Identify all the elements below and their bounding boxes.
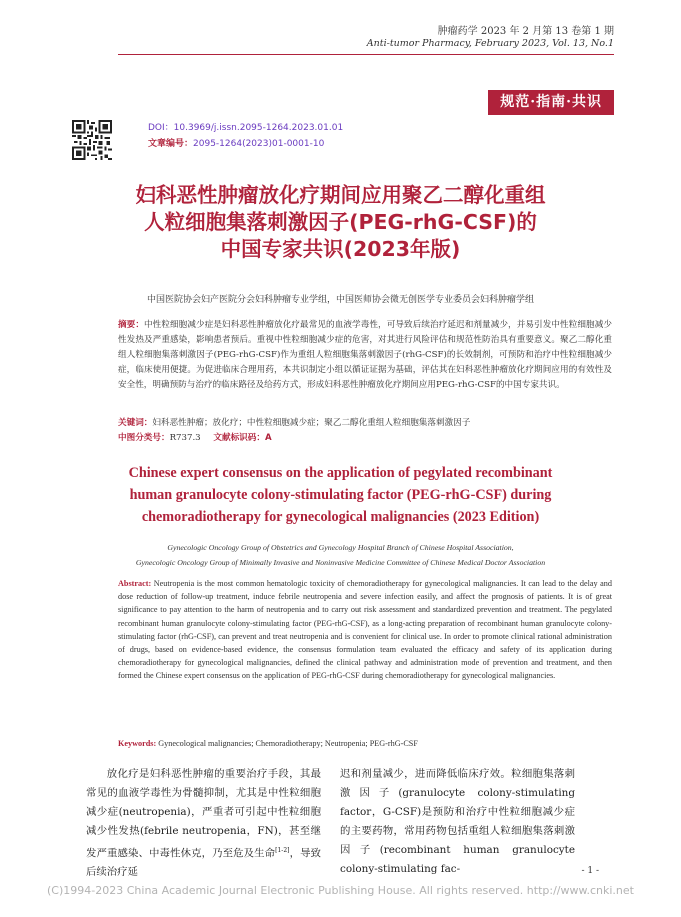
abstract-cn-label: 摘要：	[118, 320, 145, 330]
title-en	[82, 462, 599, 528]
title-cn-line1: 妇科恶性肿瘤放化疗期间应用聚乙二醇化重组	[135, 183, 546, 207]
authors-cn: 中国医院协会妇产医院分会妇科肿瘤专业学组，中国医师协会微无创医学专业委员会妇科肿瘤学组	[146, 295, 534, 305]
doc-code: A	[264, 433, 272, 443]
doi-line: DOI：10.3969/j.issn.2095-1264.2023.01.01	[148, 123, 344, 133]
title-en-line2: human granulocyte colony-stimulating factor (PEG-rhG-CSF) during	[129, 487, 552, 503]
title-en-line3: chemoradiotherapy for gynecological malignancies (2023 Edition)	[141, 509, 540, 525]
keywords-en-label: Keywords:	[118, 739, 157, 748]
article-number-line	[148, 136, 324, 149]
body-column-left	[86, 765, 321, 882]
abstract-cn-text: 中性粒细胞减少症是妇科恶性肿瘤放化疗最常见的血液学毒性，可导致后续治疗延迟和剂量减少，并易引发中性粒细胞减少性发热及严重感染，影响患者预后。重视中性粒细胞减少症的危害，对其进行风险评估和规范性防治具有重要意义。聚乙二醇化重组人粒细胞集落刺激因子(PEG-rhG-CSF)作为重组人粒细胞集落刺激因子(rhG-CSF)的长效制剂，可预防和治疗中性粒细胞减少症，临床使用便捷。为促进临床合理用药，本共识制定小组以循证证据为基础，评估其在妇科恶性肿瘤放化疗期间应用的有效性及安全性，明确预防与治疗的临床路径及给药方式，形成妇科恶性肿瘤放化疗期间应用PEG-rhG-CSF的中国专家共识。	[118, 320, 612, 390]
title-cn-line3: 中国专家共识(2023年版)	[220, 237, 461, 261]
keywords-cn-label: 关键词：	[118, 418, 153, 428]
title-cn-line2: 人粒细胞集落刺激因子(PEG-rhG-CSF)的	[144, 210, 537, 234]
title-en-line1: Chinese expert consensus on the application of pegylated recombinant	[128, 465, 553, 481]
header-divider	[118, 54, 614, 55]
abstract-cn	[118, 318, 612, 393]
citation-ref: [1-2]	[275, 847, 290, 854]
section-tag: 规范·指南·共识	[488, 90, 614, 115]
article-number: 2095-1264(2023)01-0001-10	[193, 139, 325, 149]
abstract-en	[118, 577, 612, 683]
abstract-en-label: Abstract:	[118, 579, 152, 588]
keywords-cn-text: 妇科恶性肿瘤；放化疗；中性粒细胞减少症；聚乙二醇化重组人粒细胞集落刺激因子	[152, 418, 471, 428]
authors-en-line1: Gynecologic Oncology Group of Obstetrics and Gynecology Hospital Branch of Chinese Hospital Association,	[167, 543, 514, 552]
keywords-en-text: Gynecological malignancies; Chemoradiotherapy; Neutropenia; PEG-rhG-CSF	[158, 739, 418, 748]
body-left-text-cont: ，导致后续治疗延	[86, 847, 322, 879]
clc-number: R737.3	[169, 433, 201, 443]
clc-label: 中图分类号：	[118, 433, 170, 443]
doc-code-label: 文献标识码：	[213, 433, 265, 443]
copyright-footer: (C)1994-2023 China Academic Journal Electronic Publishing House. All rights reserved. http://www.cnki.net	[47, 884, 634, 897]
body-left-text: 放化疗是妇科恶性肿瘤的重要治疗手段，其最常见的血液学毒性为骨髓抑制，尤其是中性粒细胞减少症(neutropenia)，严重者可引起中性粒细胞减少性发热(febrile neutropenia，FN)，甚至继发严重感染、中毒性休克，乃至危及生命	[86, 768, 321, 860]
abstract-en-text: Neutropenia is the most common hematologic toxicity of chemoradiotherapy for gynecological malignancies. It can lead to the delay and dose reduction of follow-up treatment, induce febrile neutropenia and severe infection easily, and affect the prognosis of patients. It is of great significance to pay attention to the harm of neutropenia and to carry out risk assessment and standardized prevention and treatment. The pegylated recombinant human granulocyte colony-stimulating factor (PEG-rhG-CSF), as a long-acting preparation of recombinant human granulocyte colony-stimulating factor (rhG-CSF), can prevent and treat neutropenia and is convenient for clinical use. In order to promote clinical rational administration of drugs, based on evidence-based evidence, the consensus formulation team evaluated the efficacy and safety of its application during chemoradiotherapy for gynecological malignancies, defined the clinical pathway and administration mode of prevention and treatment, and then formed the Chinese expert consensus on the application of PEG-rhG-CSF during chemoradiotherapy for gynecological malignancies.	[118, 579, 612, 681]
qr-code-icon	[72, 120, 112, 160]
keywords-en	[118, 739, 612, 748]
journal-header-cn: 肿瘤药学 2023 年 2 月第 13 卷第 1 期	[437, 26, 614, 37]
article-number-label: 文章编号：	[148, 139, 194, 149]
journal-header-en: Anti-tumor Pharmacy, February 2023, Vol. 13, No.1	[366, 38, 614, 49]
page-number: - 1 -	[581, 866, 599, 876]
authors-en-line2: Gynecologic Oncology Group of Minimally Invasive and Noninvasive Medicine Committee of Chinese Medical Doctor Association	[135, 558, 546, 567]
keywords-cn	[118, 416, 612, 428]
title-cn	[90, 182, 591, 263]
classification-cn	[118, 431, 612, 443]
body-column-right: 迟和剂量减少，进而降低临床疗效。粒细胞集落刺激因子(granulocyte colony-stimulating factor，G-CSF)是预防和治疗中性粒细胞减少症的主要药物，常用药物包括重组人粒细胞集落刺激因子(recombinant human granulocyte colony-stimulating fac-	[340, 768, 575, 875]
